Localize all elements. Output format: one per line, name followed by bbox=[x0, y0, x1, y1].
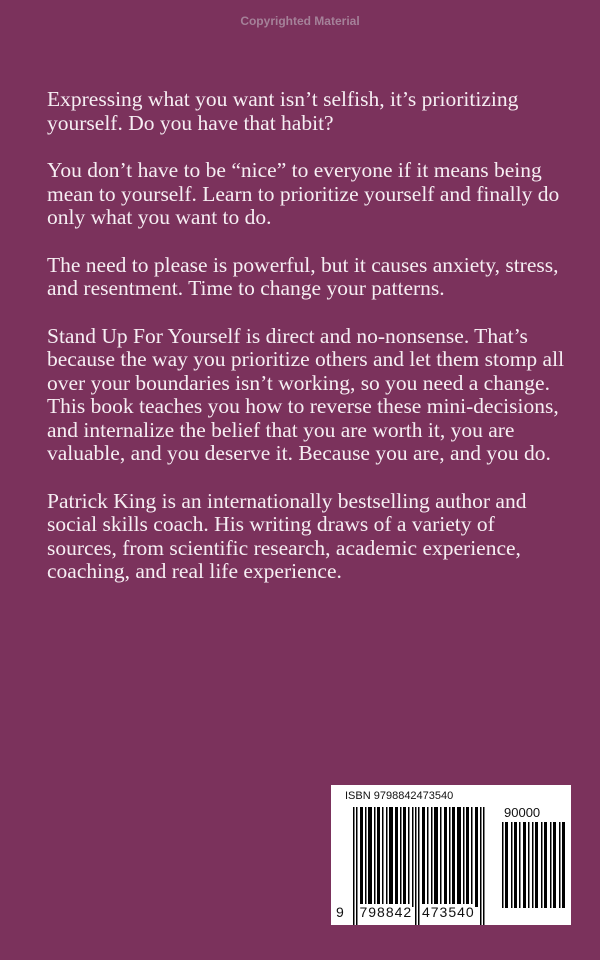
isbn-label: ISBN 9798842473540 bbox=[345, 790, 454, 802]
blurb-paragraph: Expressing what you want isn’t selfish, it’s prioritizing yourself. Do you have that habit? bbox=[47, 87, 519, 135]
isbn-barcode bbox=[331, 785, 571, 925]
addon-barcode-bars-icon bbox=[502, 822, 566, 908]
blurb-paragraph: The need to please is powerful, but it causes anxiety, stress, and resentment. Time to change your patterns. bbox=[47, 252, 559, 300]
author-bio: Patrick King is an internationally bestselling author and social skills coach. His writing draws of a variety of sources, from scientific research, academic experience, coaching, and real life experience. bbox=[47, 488, 527, 583]
blurb-paragraph: You don’t have to be “nice” to everyone if it means being mean to yourself. Learn to prioritize yourself and finally do only what you want to do. bbox=[47, 158, 560, 229]
barcode-digit-group-2: 473540 bbox=[421, 904, 475, 920]
barcode-digits bbox=[336, 904, 475, 920]
barcode-digit-group-1: 798842 bbox=[359, 904, 413, 920]
blurb-paragraph: Stand Up For Yourself is direct and no-nonsense. That’s because the way you prioritize others and let them stomp all over your boundaries isn’t working, so you need a change. This book teaches you how to reverse these mini-decisions, and internalize the belief that you are worth it, you are valuable, and you deserve it. Because you are, and you do. bbox=[47, 323, 565, 465]
back-cover-blurb bbox=[47, 88, 567, 608]
barcode-digit-first: 9 bbox=[336, 904, 345, 920]
price-addon-code: 90000 bbox=[504, 805, 541, 820]
copyright-watermark: Copyrighted Material bbox=[240, 14, 360, 28]
